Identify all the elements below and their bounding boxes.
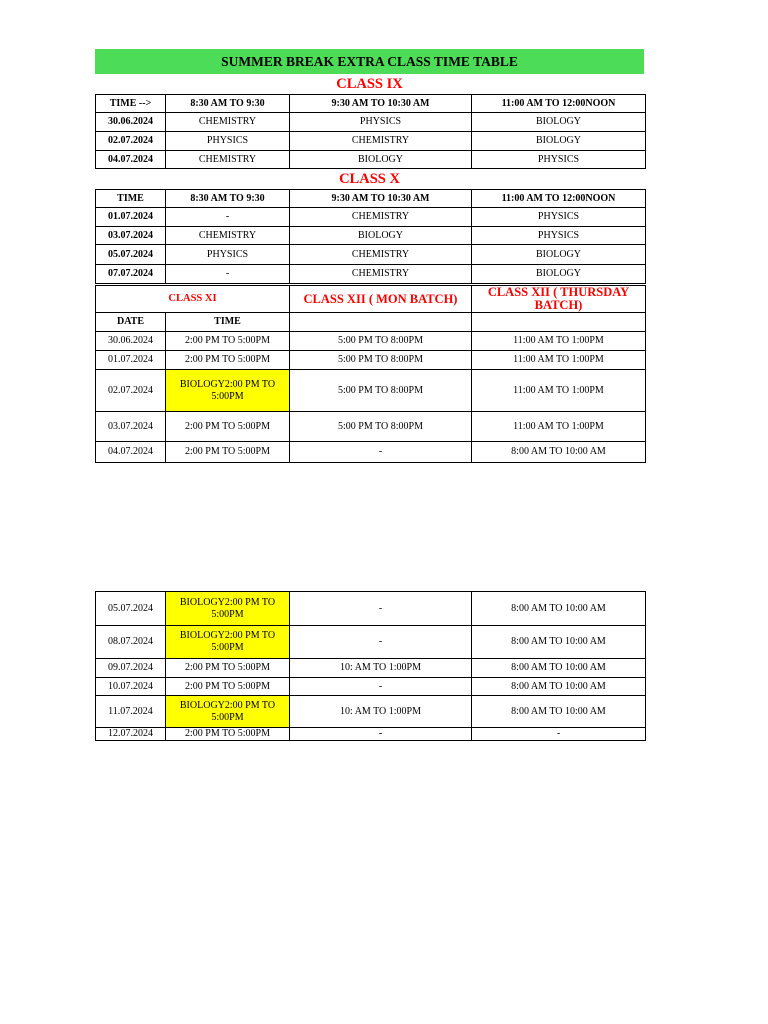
header-cell: 9:30 AM TO 10:30 AM xyxy=(290,95,472,113)
subject-cell: PHYSICS xyxy=(472,151,646,169)
time-cell: 5:00 PM TO 8:00PM xyxy=(290,370,472,412)
time-cell: 2:00 PM TO 5:00PM xyxy=(166,442,290,463)
table-row xyxy=(96,245,646,265)
date-cell: 05.07.2024 xyxy=(96,592,166,626)
subject-cell: PHYSICS xyxy=(290,113,472,132)
header-cell-empty xyxy=(472,313,646,332)
date-cell: 07.07.2024 xyxy=(96,265,166,284)
subject-cell: BIOLOGY xyxy=(290,151,472,169)
table-row xyxy=(96,592,646,626)
table-row xyxy=(96,442,646,463)
subject-cell: CHEMISTRY xyxy=(166,113,290,132)
date-cell: 04.07.2024 xyxy=(96,151,166,169)
date-cell: 12.07.2024 xyxy=(96,728,166,741)
time-cell: 2:00 PM TO 5:00PM xyxy=(166,728,290,741)
table-row xyxy=(96,626,646,659)
subject-cell: PHYSICS xyxy=(166,132,290,151)
date-cell: 04.07.2024 xyxy=(96,442,166,463)
class-ix-table xyxy=(95,94,646,169)
subject-cell: CHEMISTRY xyxy=(166,227,290,245)
table-row xyxy=(96,208,646,227)
table-row xyxy=(96,678,646,696)
time-cell: 5:00 PM TO 8:00PM xyxy=(290,332,472,351)
time-cell: 11:00 AM TO 1:00PM xyxy=(472,351,646,370)
table-row xyxy=(96,412,646,442)
table-row xyxy=(96,659,646,678)
class-x-heading: CLASS X xyxy=(339,171,400,187)
date-cell: 09.07.2024 xyxy=(96,659,166,678)
time-cell: - xyxy=(290,442,472,463)
time-cell: - xyxy=(290,728,472,741)
table-row xyxy=(96,728,646,741)
class-xii-mon-heading: CLASS XII ( MON BATCH) xyxy=(290,286,472,313)
time-cell: - xyxy=(472,728,646,741)
header-cell: 11:00 AM TO 12:00NOON xyxy=(472,95,646,113)
date-cell: 02.07.2024 xyxy=(96,132,166,151)
table-row xyxy=(96,132,646,151)
time-cell: 8:00 AM TO 10:00 AM xyxy=(472,696,646,728)
table-row xyxy=(96,370,646,412)
header-cell: 8:30 AM TO 9:30 xyxy=(166,95,290,113)
date-cell: 08.07.2024 xyxy=(96,626,166,659)
table-row xyxy=(96,227,646,245)
date-cell: 01.07.2024 xyxy=(96,208,166,227)
time-cell: 11:00 AM TO 1:00PM xyxy=(472,332,646,351)
class-xi-heading: CLASS XI xyxy=(96,286,290,313)
header-cell-empty xyxy=(290,313,472,332)
subject-cell: - xyxy=(166,265,290,284)
time-cell: - xyxy=(290,626,472,659)
time-cell: 2:00 PM TO 5:00PM xyxy=(166,332,290,351)
table-row xyxy=(96,151,646,169)
header-cell-date: DATE xyxy=(96,313,166,332)
time-cell: 8:00 AM TO 10:00 AM xyxy=(472,659,646,678)
header-cell: 8:30 AM TO 9:30 xyxy=(166,190,290,208)
table-row xyxy=(96,113,646,132)
table-header-row xyxy=(96,313,646,332)
table-row xyxy=(96,351,646,370)
time-cell: 2:00 PM TO 5:00PM xyxy=(166,678,290,696)
header-cell: 11:00 AM TO 12:00NOON xyxy=(472,190,646,208)
time-cell: - xyxy=(290,592,472,626)
subject-cell: PHYSICS xyxy=(472,227,646,245)
header-cell-time: TIME xyxy=(166,313,290,332)
table-row xyxy=(96,265,646,284)
table-header-row xyxy=(96,190,646,208)
subject-cell: BIOLOGY xyxy=(472,245,646,265)
highlighted-time-cell: BIOLOGY2:00 PM TO 5:00PM xyxy=(166,370,290,412)
date-cell: 05.07.2024 xyxy=(96,245,166,265)
header-cell: TIME --> xyxy=(96,95,166,113)
subject-cell: PHYSICS xyxy=(472,208,646,227)
subject-cell: BIOLOGY xyxy=(472,113,646,132)
class-ix-heading: CLASS IX xyxy=(336,76,403,92)
subject-cell: CHEMISTRY xyxy=(290,208,472,227)
time-cell: 11:00 AM TO 1:00PM xyxy=(472,370,646,412)
table-title-row xyxy=(96,286,646,313)
class-xii-thu-heading: CLASS XII ( THURSDAY BATCH) xyxy=(472,286,646,313)
header-cell: TIME xyxy=(96,190,166,208)
time-cell: 8:00 AM TO 10:00 AM xyxy=(472,592,646,626)
subject-cell: - xyxy=(166,208,290,227)
date-cell: 30.06.2024 xyxy=(96,332,166,351)
subject-cell: CHEMISTRY xyxy=(290,245,472,265)
time-cell: 8:00 AM TO 10:00 AM xyxy=(472,442,646,463)
time-cell: 8:00 AM TO 10:00 AM xyxy=(472,678,646,696)
date-cell: 02.07.2024 xyxy=(96,370,166,412)
time-cell: 5:00 PM TO 8:00PM xyxy=(290,351,472,370)
subject-cell: CHEMISTRY xyxy=(290,265,472,284)
time-cell: - xyxy=(290,678,472,696)
header-cell: 9:30 AM TO 10:30 AM xyxy=(290,190,472,208)
time-cell: 5:00 PM TO 8:00PM xyxy=(290,412,472,442)
time-cell: 2:00 PM TO 5:00PM xyxy=(166,351,290,370)
subject-cell: BIOLOGY xyxy=(472,132,646,151)
class-xi-xii-table xyxy=(95,285,646,463)
highlighted-time-cell: BIOLOGY2:00 PM TO 5:00PM xyxy=(166,626,290,659)
highlighted-time-cell: BIOLOGY2:00 PM TO 5:00PM xyxy=(166,696,290,728)
time-cell: 8:00 AM TO 10:00 AM xyxy=(472,626,646,659)
subject-cell: CHEMISTRY xyxy=(166,151,290,169)
highlighted-time-cell: BIOLOGY2:00 PM TO 5:00PM xyxy=(166,592,290,626)
class-x-table xyxy=(95,189,646,284)
date-cell: 03.07.2024 xyxy=(96,227,166,245)
time-cell: 11:00 AM TO 1:00PM xyxy=(472,412,646,442)
time-cell: 2:00 PM TO 5:00PM xyxy=(166,412,290,442)
subject-cell: BIOLOGY xyxy=(290,227,472,245)
table-row xyxy=(96,332,646,351)
date-cell: 03.07.2024 xyxy=(96,412,166,442)
subject-cell: BIOLOGY xyxy=(472,265,646,284)
date-cell: 10.07.2024 xyxy=(96,678,166,696)
time-cell: 10: AM TO 1:00PM xyxy=(290,659,472,678)
table-row xyxy=(96,696,646,728)
date-cell: 11.07.2024 xyxy=(96,696,166,728)
page-title: SUMMER BREAK EXTRA CLASS TIME TABLE xyxy=(95,49,644,74)
table-header-row xyxy=(96,95,646,113)
date-cell: 30.06.2024 xyxy=(96,113,166,132)
subject-cell: PHYSICS xyxy=(166,245,290,265)
time-cell: 2:00 PM TO 5:00PM xyxy=(166,659,290,678)
subject-cell: CHEMISTRY xyxy=(290,132,472,151)
date-cell: 01.07.2024 xyxy=(96,351,166,370)
time-cell: 10: AM TO 1:00PM xyxy=(290,696,472,728)
class-xi-xii-table-continued xyxy=(95,591,646,741)
